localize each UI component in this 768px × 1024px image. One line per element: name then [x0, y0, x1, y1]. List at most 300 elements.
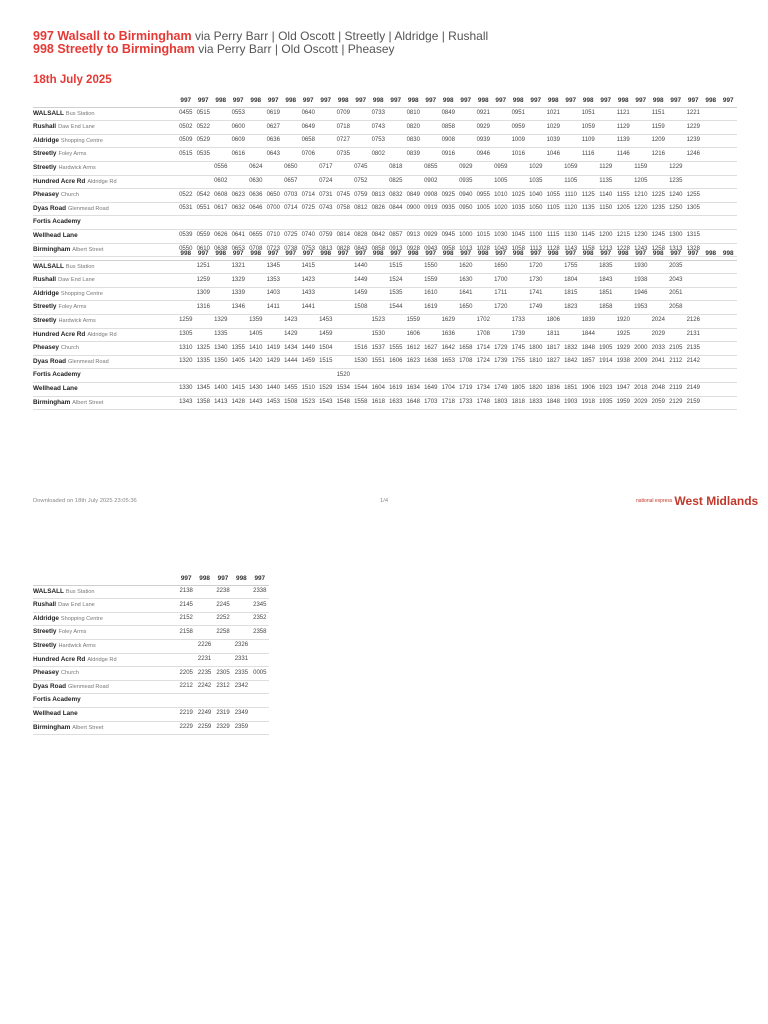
- departure-time: 1415: [300, 260, 318, 274]
- stop-title: Hundred Acre Rd: [33, 655, 86, 663]
- route-number: 997: [667, 248, 685, 260]
- departure-time: 0559: [195, 229, 213, 243]
- departure-time: 0708: [247, 243, 265, 257]
- departure-time: [492, 328, 510, 342]
- departure-time: 0641: [230, 229, 248, 243]
- stop-name: [33, 287, 177, 301]
- table-row: [33, 161, 737, 175]
- departure-time: 1724: [475, 355, 493, 369]
- departure-time: [230, 175, 248, 189]
- departure-time: 1749: [527, 301, 545, 315]
- departure-time: [597, 369, 615, 383]
- departure-time: [685, 260, 703, 274]
- departure-time: [422, 216, 440, 230]
- departure-time: 1704: [440, 382, 458, 396]
- departure-time: 1815: [562, 287, 580, 301]
- departure-time: 0849: [440, 107, 458, 121]
- departure-time: 2149: [685, 382, 703, 396]
- route-998-via: via Perry Barr | Old Oscott | Pheasey: [194, 42, 395, 56]
- departure-time: 2043: [667, 274, 685, 288]
- departure-time: 1210: [632, 189, 650, 203]
- departure-time: 1827: [545, 355, 563, 369]
- route-header-row: [33, 95, 737, 107]
- departure-time: 1719: [457, 382, 475, 396]
- departure-time: 1428: [230, 396, 248, 410]
- departure-time: 1606: [387, 355, 405, 369]
- departure-time: [247, 369, 265, 383]
- departure-time: [335, 175, 353, 189]
- stop-title: Streetly: [33, 628, 57, 636]
- departure-time: [251, 707, 269, 721]
- departure-time: [440, 216, 458, 230]
- departure-time: 2358: [251, 626, 269, 640]
- departure-time: 2158: [177, 626, 195, 640]
- departure-time: [492, 134, 510, 148]
- departure-time: 0945: [440, 229, 458, 243]
- table-row: [33, 202, 737, 216]
- departure-time: [545, 274, 563, 288]
- departure-time: [475, 161, 493, 175]
- departure-time: 1612: [405, 342, 423, 356]
- departure-time: 0455: [177, 107, 195, 121]
- departure-time: 0842: [370, 229, 388, 243]
- departure-time: 1848: [580, 342, 598, 356]
- departure-time: 1235: [667, 175, 685, 189]
- departure-time: [317, 274, 335, 288]
- departure-time: [545, 260, 563, 274]
- departure-time: 1905: [597, 342, 615, 356]
- departure-time: [510, 260, 528, 274]
- departure-time: [632, 134, 650, 148]
- stop-subtitle: Church: [60, 345, 79, 352]
- route-number: 998: [615, 248, 633, 260]
- stop-title: WALSALL: [33, 587, 64, 595]
- departure-time: [352, 148, 370, 162]
- departure-time: 1649: [422, 382, 440, 396]
- departure-time: [232, 626, 250, 640]
- departure-time: 1820: [527, 382, 545, 396]
- departure-time: 1923: [597, 382, 615, 396]
- route-number: 997: [230, 95, 248, 107]
- departure-time: 1444: [282, 355, 300, 369]
- departure-time: 0655: [247, 229, 265, 243]
- table-row: [33, 121, 737, 135]
- stop-title: Pheasey: [33, 669, 59, 677]
- departure-time: [720, 229, 738, 243]
- departure-time: [335, 216, 353, 230]
- departure-time: 0714: [300, 189, 318, 203]
- departure-time: 2326: [232, 639, 250, 653]
- stop-subtitle: Hardwick Arms: [58, 164, 96, 171]
- departure-time: [685, 301, 703, 315]
- departure-time: 0825: [387, 175, 405, 189]
- departure-time: 1623: [405, 355, 423, 369]
- departure-time: 1523: [300, 396, 318, 410]
- departure-time: 0725: [282, 229, 300, 243]
- departure-time: [702, 382, 720, 396]
- departure-time: 1537: [370, 342, 388, 356]
- stop-name: [33, 680, 177, 694]
- route-header-row: [33, 573, 269, 585]
- stop-subtitle: Albert Street: [72, 399, 104, 406]
- departure-time: [247, 121, 265, 135]
- stop-title: Birmingham: [33, 723, 71, 731]
- departure-time: 0939: [475, 134, 493, 148]
- departure-time: 0855: [422, 161, 440, 175]
- departure-time: 1839: [580, 314, 598, 328]
- departure-time: [195, 161, 213, 175]
- departure-time: [282, 216, 300, 230]
- departure-time: [212, 134, 230, 148]
- stop-name: [33, 314, 177, 328]
- departure-time: 0913: [405, 229, 423, 243]
- departure-time: [580, 287, 598, 301]
- departure-time: 1535: [387, 287, 405, 301]
- stop-title: Fortis Academy: [33, 218, 81, 226]
- departure-time: 0743: [317, 202, 335, 216]
- table-row: [33, 599, 269, 613]
- departure-time: 0630: [247, 175, 265, 189]
- departure-time: 1906: [580, 382, 598, 396]
- route-number: 998: [580, 248, 598, 260]
- departure-time: 1355: [230, 342, 248, 356]
- departure-time: [282, 287, 300, 301]
- departure-time: [702, 121, 720, 135]
- route-number: 997: [387, 95, 405, 107]
- departure-time: 1051: [580, 107, 598, 121]
- departure-time: 1510: [300, 382, 318, 396]
- route-number: 998: [510, 248, 528, 260]
- departure-time: 1135: [580, 202, 598, 216]
- departure-time: 1309: [195, 287, 213, 301]
- departure-time: 2329: [214, 721, 232, 735]
- departure-time: 1205: [615, 202, 633, 216]
- departure-time: 0902: [422, 175, 440, 189]
- departure-time: 1030: [492, 229, 510, 243]
- departure-time: [247, 287, 265, 301]
- departure-time: [177, 639, 195, 653]
- departure-time: [282, 260, 300, 274]
- departure-time: [422, 134, 440, 148]
- departure-time: 0813: [370, 189, 388, 203]
- departure-time: 0640: [300, 107, 318, 121]
- route-number: 997: [457, 248, 475, 260]
- departure-time: 1328: [685, 243, 703, 257]
- departure-time: 0929: [475, 121, 493, 135]
- route-number: 997: [251, 573, 269, 585]
- departure-time: 1516: [352, 342, 370, 356]
- departure-time: [527, 369, 545, 383]
- departure-time: 2009: [632, 355, 650, 369]
- departure-time: [214, 639, 232, 653]
- departure-time: 2119: [667, 382, 685, 396]
- departure-time: [597, 134, 615, 148]
- table-row: [33, 274, 737, 288]
- departure-time: 0616: [230, 148, 248, 162]
- departure-time: [527, 134, 545, 148]
- departure-time: 2126: [685, 314, 703, 328]
- stop-name: [33, 369, 177, 383]
- route-number: 998: [650, 95, 668, 107]
- departure-time: 0714: [282, 202, 300, 216]
- departure-time: [232, 599, 250, 613]
- departure-time: 1423: [282, 314, 300, 328]
- departure-time: [562, 216, 580, 230]
- departure-time: 0753: [300, 243, 318, 257]
- departure-time: [667, 134, 685, 148]
- departure-time: 0718: [335, 121, 353, 135]
- departure-time: 0522: [195, 121, 213, 135]
- departure-time: 1043: [492, 243, 510, 257]
- departure-time: 1804: [562, 274, 580, 288]
- departure-time: [545, 216, 563, 230]
- departure-time: 0955: [475, 189, 493, 203]
- departure-time: 1329: [230, 274, 248, 288]
- departure-time: 0658: [300, 134, 318, 148]
- departure-time: 1113: [527, 243, 545, 257]
- departure-time: [195, 328, 213, 342]
- departure-time: 1559: [405, 314, 423, 328]
- departure-time: [527, 314, 545, 328]
- stop-subtitle: Daw End Lane: [58, 277, 95, 284]
- departure-time: 1803: [492, 396, 510, 410]
- departure-time: 2359: [232, 721, 250, 735]
- header-blank: [33, 245, 177, 260]
- departure-time: [510, 161, 528, 175]
- departure-time: [352, 328, 370, 342]
- stop-title: Aldridge: [33, 136, 59, 144]
- departure-time: 1225: [650, 189, 668, 203]
- stop-subtitle: Church: [60, 192, 79, 199]
- departure-time: [720, 175, 738, 189]
- departure-time: [685, 287, 703, 301]
- departure-time: [562, 121, 580, 135]
- departure-time: 1548: [335, 396, 353, 410]
- departure-time: 2048: [650, 382, 668, 396]
- table-row: [33, 107, 737, 121]
- departure-time: 0857: [387, 229, 405, 243]
- departure-time: 1316: [195, 301, 213, 315]
- departure-time: [317, 107, 335, 121]
- table-row: [33, 680, 269, 694]
- departure-time: 1459: [317, 328, 335, 342]
- departure-time: 0646: [247, 202, 265, 216]
- departure-time: [247, 301, 265, 315]
- stop-title: WALSALL: [33, 262, 64, 270]
- departure-time: 1604: [370, 382, 388, 396]
- departure-time: [177, 653, 195, 667]
- departure-time: 1128: [545, 243, 563, 257]
- departure-time: 0710: [265, 229, 283, 243]
- departure-time: 1534: [335, 382, 353, 396]
- route-number: 998: [317, 248, 335, 260]
- download-timestamp: Downloaded on 18th July 2025 23:05:36: [33, 498, 137, 504]
- route-number: 998: [247, 248, 265, 260]
- stop-subtitle: Bus Station: [65, 110, 95, 117]
- departure-time: 0752: [352, 175, 370, 189]
- departure-time: 1330: [177, 382, 195, 396]
- departure-time: 1205: [632, 175, 650, 189]
- departure-time: 0738: [282, 243, 300, 257]
- departure-time: 0745: [352, 161, 370, 175]
- departure-time: 1619: [422, 301, 440, 315]
- stop-name: [33, 202, 177, 216]
- departure-time: [247, 107, 265, 121]
- departure-time: 1930: [632, 260, 650, 274]
- route-number: 998: [232, 573, 250, 585]
- departure-time: 2112: [667, 355, 685, 369]
- route-number: 997: [685, 95, 703, 107]
- table-row: [33, 612, 269, 626]
- route-number: 998: [212, 95, 230, 107]
- departure-time: [195, 216, 213, 230]
- departure-time: 1935: [597, 396, 615, 410]
- stop-name: [33, 328, 177, 342]
- stop-name: [33, 121, 177, 135]
- departure-time: [632, 216, 650, 230]
- stop-name: [33, 161, 177, 175]
- departure-time: 0818: [387, 161, 405, 175]
- departure-time: 1239: [685, 134, 703, 148]
- route-number: 998: [510, 95, 528, 107]
- departure-time: [615, 301, 633, 315]
- departure-time: [195, 314, 213, 328]
- departure-time: 2245: [214, 599, 232, 613]
- route-number: 997: [195, 248, 213, 260]
- route-number: 998: [702, 248, 720, 260]
- departure-time: [177, 287, 195, 301]
- stop-name: [33, 134, 177, 148]
- departure-time: 0709: [335, 107, 353, 121]
- timetable-morning: [33, 95, 737, 257]
- departure-time: [212, 107, 230, 121]
- departure-time: 1925: [615, 328, 633, 342]
- departure-time: 0623: [230, 189, 248, 203]
- departure-time: 2229: [177, 721, 195, 735]
- departure-time: [527, 121, 545, 135]
- departure-time: 1216: [650, 148, 668, 162]
- departure-time: 2252: [214, 612, 232, 626]
- departure-time: [317, 287, 335, 301]
- route-number: 997: [300, 95, 318, 107]
- departure-time: 1146: [615, 148, 633, 162]
- departure-time: 0802: [370, 148, 388, 162]
- departure-time: [685, 274, 703, 288]
- departure-time: 1229: [667, 161, 685, 175]
- departure-time: [475, 369, 493, 383]
- table-row: [33, 342, 737, 356]
- departure-time: [615, 287, 633, 301]
- departure-time: [545, 301, 563, 315]
- departure-time: 1116: [580, 148, 598, 162]
- departure-time: 1059: [562, 161, 580, 175]
- route-number: 997: [492, 95, 510, 107]
- departure-time: [300, 161, 318, 175]
- departure-time: 1310: [177, 342, 195, 356]
- departure-time: 1558: [352, 396, 370, 410]
- departure-time: 0638: [212, 243, 230, 257]
- departure-time: 2018: [632, 382, 650, 396]
- departure-time: [720, 396, 738, 410]
- departure-time: [370, 287, 388, 301]
- departure-time: 1441: [300, 301, 318, 315]
- departure-time: 1220: [632, 202, 650, 216]
- departure-time: 0943: [422, 243, 440, 257]
- departure-time: 1229: [685, 121, 703, 135]
- departure-time: [702, 355, 720, 369]
- departure-time: 1755: [562, 260, 580, 274]
- departure-time: [195, 599, 213, 613]
- route-997-title: 997 Walsall to Birmingham: [33, 29, 192, 43]
- departure-time: 1857: [580, 355, 598, 369]
- departure-time: [510, 287, 528, 301]
- departure-time: 0535: [195, 148, 213, 162]
- departure-time: 1405: [247, 328, 265, 342]
- departure-time: [457, 369, 475, 383]
- route-number: 997: [300, 248, 318, 260]
- departure-time: 0826: [370, 202, 388, 216]
- departure-time: 0600: [230, 121, 248, 135]
- route-number: 997: [177, 573, 195, 585]
- table-row: [33, 382, 737, 396]
- departure-time: 0515: [177, 148, 195, 162]
- departure-time: 2135: [685, 342, 703, 356]
- departure-time: 1040: [527, 189, 545, 203]
- departure-time: [212, 369, 230, 383]
- departure-time: [387, 121, 405, 135]
- departure-time: [251, 680, 269, 694]
- route-number: 998: [247, 95, 265, 107]
- stop-title: Streetly: [33, 150, 57, 158]
- departure-time: 1650: [492, 260, 510, 274]
- departure-time: [475, 216, 493, 230]
- departure-time: [720, 355, 738, 369]
- departure-time: [650, 274, 668, 288]
- departure-time: [632, 121, 650, 135]
- departure-time: 1335: [195, 355, 213, 369]
- departure-time: [387, 314, 405, 328]
- departure-time: 1650: [457, 301, 475, 315]
- departure-time: 1443: [247, 396, 265, 410]
- departure-time: [195, 612, 213, 626]
- departure-time: 1702: [475, 314, 493, 328]
- timetable-afternoon: [33, 245, 737, 410]
- route-number: 997: [492, 248, 510, 260]
- departure-time: 1434: [282, 342, 300, 356]
- departure-time: [212, 121, 230, 135]
- route-number: 998: [370, 95, 388, 107]
- departure-time: [422, 328, 440, 342]
- departure-time: [562, 314, 580, 328]
- route-number: 998: [440, 95, 458, 107]
- departure-time: [650, 301, 668, 315]
- stop-title: Fortis Academy: [33, 696, 81, 704]
- departure-time: 1658: [457, 342, 475, 356]
- departure-time: 1105: [562, 175, 580, 189]
- departure-time: 1832: [562, 342, 580, 356]
- departure-time: [597, 314, 615, 328]
- departure-time: 1359: [247, 314, 265, 328]
- departure-time: [265, 314, 283, 328]
- departure-time: [282, 121, 300, 135]
- departure-time: 0759: [352, 189, 370, 203]
- departure-time: 2342: [232, 680, 250, 694]
- departure-time: 2235: [195, 667, 213, 681]
- departure-time: 1449: [300, 342, 318, 356]
- departure-time: [580, 369, 598, 383]
- departure-time: 2249: [195, 707, 213, 721]
- route-number: 997: [230, 248, 248, 260]
